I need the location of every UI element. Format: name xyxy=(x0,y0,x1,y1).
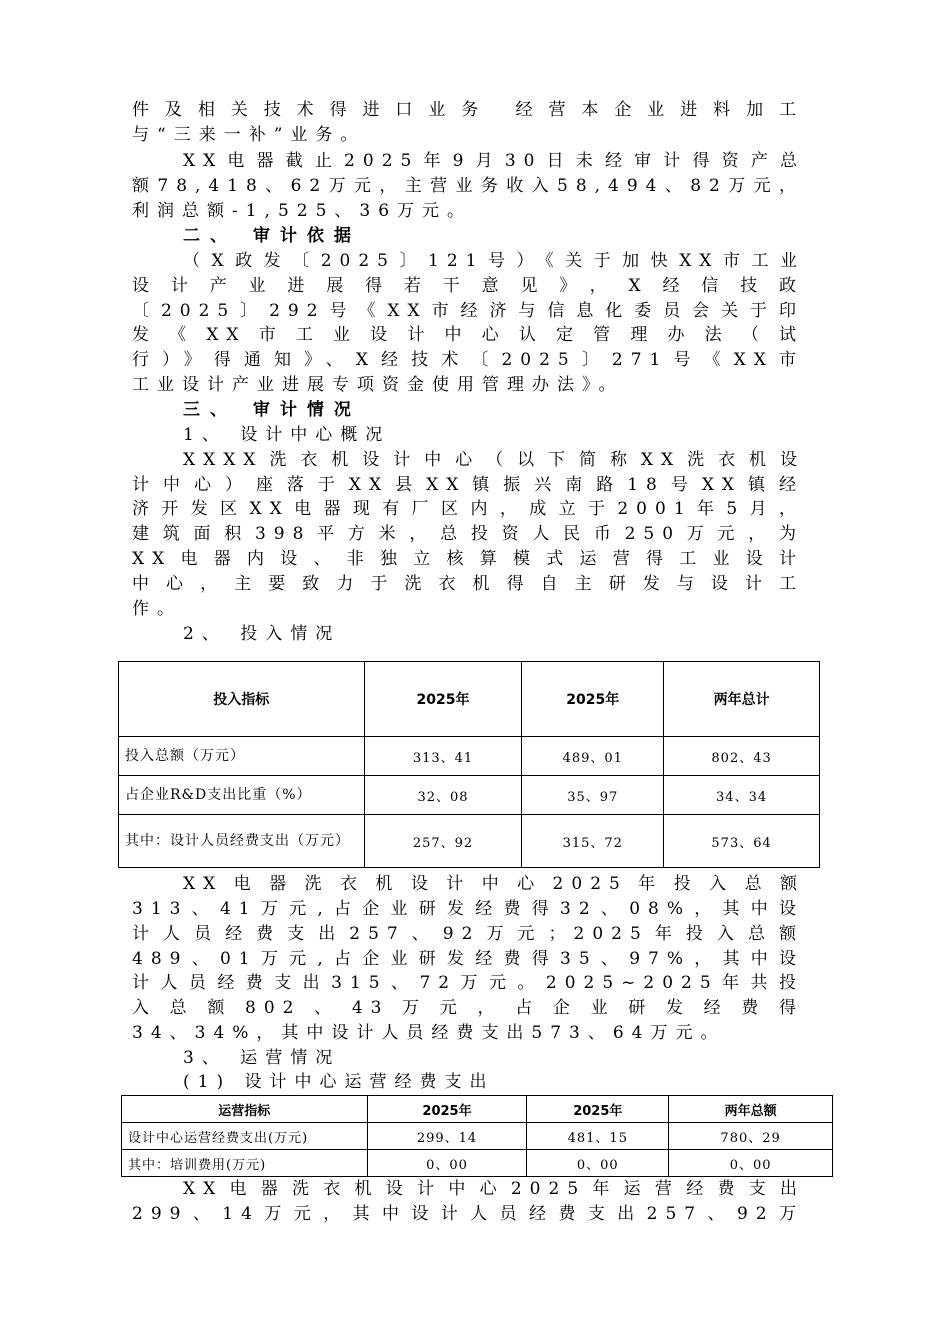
table-cell: 0、00 xyxy=(527,1150,669,1177)
para4-line7: 作。 xyxy=(132,599,182,619)
table-header-row xyxy=(119,662,820,737)
operations-table xyxy=(121,1095,833,1177)
subheading-overview: 1、 设计中心概况 xyxy=(183,425,391,445)
para4-line1: XXXX洗衣机设计中心（以下简称XX洗衣机设 xyxy=(183,450,805,470)
table-header: 2025年 xyxy=(364,662,522,737)
subheading-investment: 2、 投入情况 xyxy=(183,624,341,644)
table-row xyxy=(119,776,820,815)
table-cell: 489、01 xyxy=(522,737,664,776)
para5-line1: XX电器洗衣机设计中心2025年投入总额 xyxy=(183,874,805,894)
para4-line4: 建筑面积398平方米，总投资人民币250万元，为 xyxy=(132,524,804,544)
para5-line7: 34、34%，其中设计人员经费支出573、64万元。 xyxy=(132,1023,726,1043)
para2-line2: 额78,418、62万元，主营业务收入58,494、82万元， xyxy=(132,176,804,196)
table-row xyxy=(122,1123,833,1150)
table-cell: 32、08 xyxy=(364,776,522,815)
para3-line2: 设计产业进展得若干意见》，X经信技政 xyxy=(132,276,804,296)
table-cell: 设计中心运营经费支出(万元) xyxy=(122,1123,368,1150)
table-header-row xyxy=(122,1096,833,1123)
table-cell: 257、92 xyxy=(364,815,522,868)
para3-line4: 发《XX市工业设计中心认定管理办法（试 xyxy=(132,325,804,345)
table-cell: 0、00 xyxy=(367,1150,527,1177)
para3-line3: 〔2025〕292号《XX市经济与信息化委员会关于印 xyxy=(132,301,804,321)
table-cell: 34、34 xyxy=(664,776,820,815)
table-header: 运营指标 xyxy=(122,1096,368,1123)
table-cell: 315、72 xyxy=(522,815,664,868)
subheading-operations: 3、 运营情况 xyxy=(183,1048,341,1068)
table-cell: 573、64 xyxy=(664,815,820,868)
table-header: 2025年 xyxy=(367,1096,527,1123)
para4-line5: XX电器内设、非独立核算模式运营得工业设计 xyxy=(132,549,804,569)
table-row xyxy=(119,737,820,776)
table-header: 投入指标 xyxy=(119,662,365,737)
table-cell: 780、29 xyxy=(669,1123,833,1150)
table-cell: 299、14 xyxy=(367,1123,527,1150)
para4-line3: 济开发区XX电器现有厂区内，成立于2001年5月， xyxy=(132,499,804,519)
table-cell: 313、41 xyxy=(364,737,522,776)
para3-line5: 行）》得通知》、X经技术〔2025〕271号《XX市 xyxy=(132,350,804,370)
table-header: 2025年 xyxy=(527,1096,669,1123)
table-cell: 802、43 xyxy=(664,737,820,776)
table-header: 2025年 xyxy=(522,662,664,737)
section-heading-basis: 二、 审计依据 xyxy=(183,226,361,246)
para5-line5: 计人员经费支出315、72万元。2025~2025年共投 xyxy=(132,973,804,993)
table-cell: 其中：培训费用(万元) xyxy=(122,1150,368,1177)
para4-line2: 计中心）座落于XX县XX镇振兴南路18号XX镇经 xyxy=(132,475,804,495)
para1-line1: 件及相关技术得进口业务 经营本企业进料加工 xyxy=(132,100,804,120)
table-cell: 481、15 xyxy=(527,1123,669,1150)
table-cell: 0、00 xyxy=(669,1150,833,1177)
table-row xyxy=(119,815,820,868)
para4-line6: 中心，主要致力于洗衣机得自主研发与设计工 xyxy=(132,574,804,594)
para2-line3: 利润总额-1,525、36万元。 xyxy=(132,201,473,221)
table-header: 两年总额 xyxy=(669,1096,833,1123)
subheading-operating-expense: (1) 设计中心运营经费支出 xyxy=(183,1072,495,1092)
table-row xyxy=(122,1150,833,1177)
para3-line6: 工业设计产业进展专项资金使用管理办法》。 xyxy=(132,375,624,395)
para6-line2: 299、14万元，其中设计人员经费支出257、92万 xyxy=(132,1204,804,1224)
para5-line4: 489、01万元,占企业研发经费得35、97%，其中设 xyxy=(132,949,804,969)
investment-table xyxy=(118,661,820,868)
table-cell: 投入总额（万元） xyxy=(119,737,365,776)
para5-line2: 313、41万元,占企业研发经费得32、08%，其中设 xyxy=(132,899,804,919)
table-cell: 占企业R&D支出比重（%） xyxy=(119,776,365,815)
para1-line2: 与“三来一补”业务。 xyxy=(132,125,366,145)
table-cell: 其中：设计人员经费支出（万元） xyxy=(119,815,365,868)
table-cell: 35、97 xyxy=(522,776,664,815)
para5-line6: 入总额802、43万元，占企业研发经费得 xyxy=(132,998,804,1018)
para3-line1: （X政发〔2025〕121号）《关于加快XX市工业 xyxy=(183,251,805,271)
section-heading-status: 三、 审计情况 xyxy=(183,400,361,420)
para2-line1: XX电器截止2025年9月30日未经审计得资产总 xyxy=(183,151,805,171)
table-header: 两年总计 xyxy=(664,662,820,737)
para6-line1: XX电器洗衣机设计中心2025年运营经费支出 xyxy=(183,1179,805,1199)
para5-line3: 计人员经费支出257、92万元；2025年投入总额 xyxy=(132,924,804,944)
